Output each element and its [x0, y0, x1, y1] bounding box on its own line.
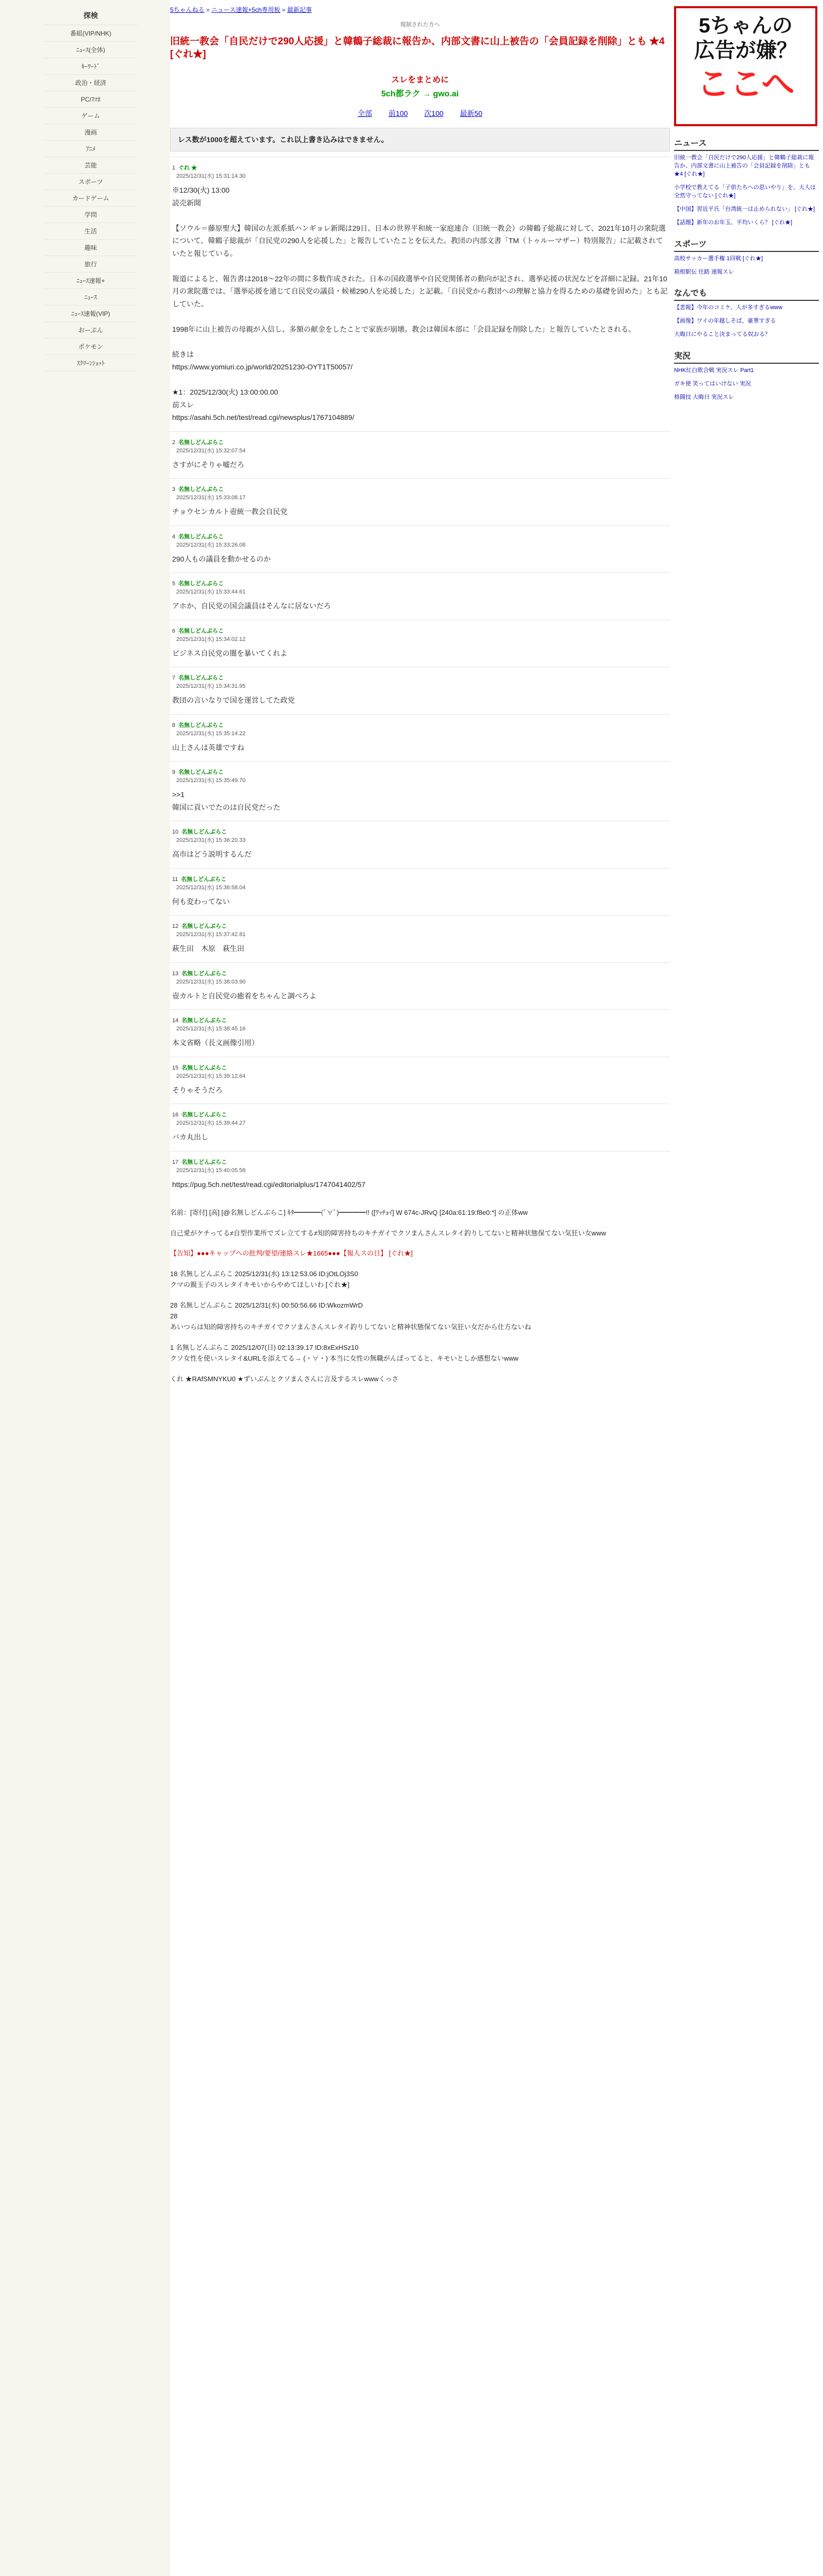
post-body: >>1 韓国に貢いでたのは自民党だった [172, 790, 280, 811]
post [170, 157, 670, 431]
ad-banner[interactable] [674, 6, 817, 126]
post-meta [172, 438, 668, 454]
post-author: 名無しどんぶらこ [181, 1064, 227, 1071]
sidebar-item[interactable]: PC/ｽﾏﾎ [44, 91, 137, 108]
ad-line-2: 広告が嫌？ [694, 39, 797, 62]
post-author: 名無しどんぶらこ [178, 486, 224, 493]
toolbar-notice[interactable]: 規制された方へ [400, 22, 440, 28]
post [170, 478, 670, 526]
post-author: 名無しどんぶらこ [178, 533, 224, 540]
breadcrumb: 5ちゃんねる » ニュース速報+5ch専用板 » 最新記事 [170, 6, 312, 13]
post-meta [172, 626, 668, 643]
post-date: 2025/12/31(水) 15:34:31.95 [176, 683, 246, 690]
post-body: 教団の言いなりで国を運営してた政党 [172, 696, 295, 705]
post-meta [172, 969, 668, 986]
right-section-sports [674, 238, 819, 277]
post-body: ビジネス自民党の闇を暴いてくれよ [172, 649, 288, 657]
section-heading: 実況 [674, 349, 819, 364]
post-author: 名無しどんぶらこ [181, 876, 227, 883]
sidebar-item[interactable]: 趣味 [44, 240, 137, 256]
post-body: さすがにそりゃ嘘だろ [172, 460, 244, 469]
plain-block: 名前：[寄付] [高] [@名無しどんぶらこ] ｷﾀ━━━━(ﾟ∀ﾟ)━━━━!! ([ﾜｯﾁｮｲ] W 674c-JRvQ [240a:61:19:f8e0:*] の正体ww [170, 1209, 528, 1217]
post-number[interactable]: 16 [172, 1112, 179, 1118]
sidebar-item[interactable]: ﾆｭｰｽ速報(VIP) [44, 306, 137, 322]
post-author: 名無しどんぶらこ [178, 581, 224, 587]
sidebar-item[interactable]: 学問 [44, 207, 137, 223]
breadcrumb-item[interactable]: 最新記事 [287, 6, 312, 13]
post [170, 915, 670, 962]
pager [170, 108, 670, 118]
post-meta [172, 1016, 668, 1032]
post [170, 526, 670, 573]
post [170, 1057, 670, 1104]
sidebar-item[interactable]: ｷｰﾜｰﾄﾞ [44, 58, 137, 75]
sidebar-item[interactable]: ｱﾆﾒ [44, 141, 137, 157]
post [170, 1009, 670, 1057]
pager-prev100[interactable]: 前100 [388, 109, 408, 118]
section-heading: スポーツ [674, 238, 819, 252]
section-heading: ニュース [674, 137, 819, 151]
plain-block[interactable]: 【告知】●●●キャップへの批判/要望/連絡スレ★1665●●●【報人スの日】 [ぐれ★] [170, 1249, 413, 1258]
post-number[interactable]: 17 [172, 1159, 179, 1165]
pager-next100[interactable]: 次100 [424, 109, 444, 118]
post-date: 2025/12/31(水) 15:37:42.81 [176, 931, 246, 938]
plain-block: 18 名無しどんぶらこ 2025/12/31(水) 13:12:53.06 ID:jOtLOj3S0 クマの親玉子のスレタイキモいからやめてほしいわ [ぐれ★] [170, 1269, 358, 1289]
post-meta [172, 1110, 668, 1127]
plain-block: 28 名無しどんぶらこ 2025/12/31(水) 00:50:56.66 ID:WkozmWrD 28 あいつらは知的障害持ちのキチガイでクソまんさんスレタイ釣りしてないと精神状態保てない気狂い女だから仕方ないね [170, 1301, 531, 1331]
post-body: 高市はどう説明するんだ [172, 850, 251, 859]
post-date: 2025/12/31(水) 15:33:44.61 [176, 589, 246, 596]
post [170, 667, 670, 714]
promo-line-2[interactable]: 5ch都ラク → gwo.ai [381, 90, 459, 99]
post-number[interactable]: 15 [172, 1064, 179, 1071]
news-item[interactable]: 箱根駅伝 往路 速報スレ [674, 268, 734, 275]
sidebar-item[interactable]: 漫画 [44, 124, 137, 141]
post [170, 431, 670, 479]
post-number[interactable]: 9 [172, 769, 176, 776]
left-sidebar [0, 0, 170, 2576]
post-meta [172, 579, 668, 596]
post-number[interactable]: 8 [172, 722, 176, 728]
sidebar-heading: 探検 [44, 4, 137, 25]
post-author: 名無しどんぶらこ [181, 970, 227, 977]
post-meta [172, 768, 668, 784]
post-meta [172, 922, 668, 938]
promo-banner[interactable] [170, 73, 670, 99]
post-number[interactable]: 5 [172, 581, 176, 587]
right-section-misc [674, 286, 819, 339]
post-body: チョウセンカルト壺統一教会自民党 [172, 507, 288, 516]
left-sidebar-inner [44, 0, 137, 371]
post-body: 本文省略（長文画像引用） [172, 1039, 259, 1047]
post-date: 2025/12/31(水) 15:34:02.12 [176, 636, 246, 642]
right-sidebar [670, 0, 823, 2576]
post-meta [172, 163, 668, 180]
post [170, 572, 670, 620]
main-content [170, 0, 670, 1394]
post [170, 821, 670, 868]
post-author: 名無しどんぶらこ [181, 829, 227, 836]
post-meta [172, 673, 668, 690]
section-heading: なんでも [674, 286, 819, 301]
post-number[interactable]: 4 [172, 533, 176, 540]
post-body: 山上さんは英雄ですね [172, 743, 244, 752]
post-author: 名無しどんぶらこ [181, 1018, 227, 1024]
post-number[interactable]: 3 [172, 486, 176, 493]
ad-line-1: 5ちゃんの [698, 14, 793, 37]
post-date: 2025/12/31(水) 15:33:08.17 [176, 495, 246, 501]
post-number[interactable]: 11 [172, 876, 178, 883]
sidebar-item[interactable]: ｽｸﾘｰﾝｼｮｯﾄ [44, 355, 137, 371]
plain-block: くれ ★RAfSMNYKU0 ★ずいぶんとクソまんさんに言及するスレwwwくっさ [170, 1375, 399, 1383]
news-item[interactable]: 小学校で教えてる「子供たちへの思いやり」を、大人は全然守ってない [ぐれ★] [674, 184, 816, 199]
sidebar-item[interactable]: 旅行 [44, 256, 137, 273]
post-body: https://pug.5ch.net/test/read.cgi/editorialplus/1747041402/57 [172, 1180, 366, 1189]
news-item[interactable]: ガキ使 笑ってはいけない 実況 [674, 381, 751, 387]
post-body: 290人もの議員を動かせるのか [172, 554, 271, 563]
post-date: 2025/12/31(水) 15:33:26.08 [176, 541, 246, 548]
news-item[interactable]: 高校サッカー選手権 1回戦 [ぐれ★] [674, 255, 763, 262]
post-meta [172, 1063, 668, 1080]
post [170, 1151, 670, 1198]
post-date: 2025/12/31(水) 15:39:12.64 [176, 1073, 246, 1079]
post-number[interactable]: 14 [172, 1018, 179, 1024]
post-body: アホか、自民党の国会議員はそんなに居ないだろ [172, 602, 331, 611]
post [170, 620, 670, 667]
sidebar-item[interactable]: 政治・経済 [44, 75, 137, 91]
sidebar-item[interactable]: 生活 [44, 223, 137, 240]
post-date: 2025/12/31(水) 15:39:44.27 [176, 1120, 246, 1127]
post-number[interactable]: 12 [172, 923, 179, 930]
post [170, 868, 670, 916]
post [170, 714, 670, 761]
post-meta [172, 721, 668, 737]
post-author: ぐれ ★ [178, 165, 197, 172]
post-list [170, 157, 670, 1198]
plain-block: 自己愛がケチってる≠自型作業所でズレ立てする≠知的障害持ちのキチガイでクソまんさんスレタイ釣りしてないと精神状態保てない気狂い女www [170, 1229, 606, 1237]
sidebar-item[interactable]: カードゲーム [44, 190, 137, 207]
pager-latest50[interactable]: 最新50 [460, 109, 482, 118]
sidebar-item[interactable]: ﾆｭｰｽ(全体) [44, 42, 137, 58]
news-item[interactable]: 【中国】習近平氏「台湾統一は止められない」 [ぐれ★] [674, 206, 815, 212]
sidebar-item[interactable]: ゲーム [44, 108, 137, 124]
news-item[interactable]: NHK紅白歌合戦 実況スレ Part1 [674, 367, 754, 374]
promo-line-1[interactable]: スレをまとめに [391, 76, 449, 85]
post-body: バカ丸出し [172, 1133, 208, 1142]
post-author: 名無しどんぶらこ [178, 675, 224, 682]
sidebar-item[interactable]: おーぷん [44, 322, 137, 338]
sidebar-item[interactable]: 芸能 [44, 157, 137, 174]
post-date: 2025/12/31(水) 15:35:14.22 [176, 730, 246, 737]
post-date: 2025/12/31(水) 15:31:14.30 [176, 173, 246, 180]
right-section-live [674, 349, 819, 402]
post-number[interactable]: 2 [172, 439, 176, 446]
thread-full-notice: レス数が1000を超えています。これ以上書き込みはできません。 [170, 128, 670, 151]
post-body: ※12/30(火) 13:00 読売新聞 【ソウル＝藤原聖大】韓国の左派系紙ハンギョレ新聞は29日、日本の世界平和統一家庭連合（旧統一教会）の韓鶴子総裁に対して、2021年10月の衆院選について、韓鶴子総裁が「自民党の290人を応援した」と報告していたことを伝えた。教団の内部文書「TM（トゥルーマザー）特別報告」に記載されていたと報じている。 報道によると、報告書は2018〜22年の間に多数作成された。日本の国政選挙や自民党関係者の動向が記され、選挙応援の状況などを詳細に記録。21年10月の衆院選では、「選挙応援を通じて自民党の議員・候補290人を応援した」と記載。「自民党から教団への理解と協力を得るための基礎を固めた」とも記していた。 1998年に山上被告の母親が入信し、多額の献金をしたことで家族が崩壊。教会は韓国本部に「会員記録を削除した」と報告していたとされる。 続きは https://www.yomiuri.co.jp/world/20251230-OYT1T50057/ ★1：2025/12/30(火) 13:00:00.00 前スレ https://asahi.5ch.net/test/read.cgi/newsplus/1767104889/ [172, 186, 668, 422]
post-date: 2025/12/31(水) 15:38:45.16 [176, 1026, 246, 1032]
post-author: 名無しどんぶらこ [178, 628, 224, 634]
post-number[interactable]: 1 [172, 165, 176, 172]
post [170, 761, 670, 821]
post-meta [172, 485, 668, 501]
post-body: 何も変わってない [172, 897, 230, 906]
pager-all[interactable]: 全部 [358, 109, 373, 118]
post-author: 名無しどんぶらこ [181, 923, 227, 930]
news-item[interactable]: 大晦日にやること決まってる奴おる？ [674, 331, 770, 338]
news-item[interactable]: 旧統一教会「自民だけで290人応援」と韓鶴子総裁に報告か、内部文書に山上被告の「会員記録を削除」とも★4 [ぐれ★] [674, 155, 814, 177]
post-author: 名無しどんぶらこ [178, 439, 224, 446]
breadcrumb-item[interactable]: 5ちゃんねる [170, 6, 205, 13]
post [170, 962, 670, 1010]
sidebar-item[interactable]: ポケモン [44, 338, 137, 355]
news-item[interactable]: 格闘技 大晦日 実況スレ [674, 394, 734, 401]
ad-line-3: ここへ [697, 65, 795, 103]
sidebar-item[interactable]: 番組(VIP/NHK) [44, 25, 137, 42]
post-meta [172, 827, 668, 844]
thread-title: 旧統一教会「自民だけで290人応援」と韓鶴子総裁に報告か、内部文書に山上被告の「会員記録を削除」とも ★4 [ぐれ★] [170, 36, 665, 60]
post-author: 名無しどんぶらこ [178, 722, 224, 728]
post-body: 壺カルトと自民党の癒着をちゃんと調べろよ [172, 991, 316, 1000]
post [170, 1104, 670, 1151]
post-meta [172, 875, 668, 891]
breadcrumb-item[interactable]: ニュース速報+5ch専用板 [211, 6, 280, 13]
post-date: 2025/12/31(水) 15:36:20.33 [176, 837, 246, 844]
post-author: 名無しどんぶらこ [181, 1112, 227, 1118]
post-date: 2025/12/31(水) 15:38:03.90 [176, 978, 246, 985]
plain-block: 1 名無しどんぶらこ 2025/12/07(日) 02:13:39.17 ID:8xExHSz10 クソ女性を使いスレタイ&URLを添えてる→ (・∀・) 本当に女性の無職がんばってると、キモいとしか感想ないwww [170, 1343, 518, 1363]
post-number[interactable]: 10 [172, 829, 179, 836]
sidebar-item[interactable]: ﾆｭｰｽ速報+ [44, 273, 137, 289]
post-meta [172, 532, 668, 549]
post-date: 2025/12/31(水) 15:35:49.70 [176, 777, 246, 784]
post-meta [172, 1158, 668, 1174]
post-date: 2025/12/31(水) 15:32:07.54 [176, 447, 246, 454]
post-body: そりゃそうだろ [172, 1086, 223, 1094]
post-number[interactable]: 7 [172, 675, 176, 682]
post-author: 名無しどんぶらこ [178, 769, 224, 776]
post-date: 2025/12/31(水) 15:40:05.58 [176, 1167, 246, 1174]
post-date: 2025/12/31(水) 15:36:58.04 [176, 884, 246, 891]
news-item[interactable]: 【話題】新年のお年玉、平均いくら？ [ぐれ★] [674, 219, 793, 226]
right-section-news [674, 137, 819, 227]
post-body: 萩生田 木原 萩生田 [172, 944, 244, 953]
sidebar-item[interactable]: ﾆｭｰｽ [44, 289, 137, 306]
post-number[interactable]: 13 [172, 970, 179, 977]
post-author: 名無しどんぶらこ [181, 1159, 227, 1165]
sidebar-item[interactable]: スポーツ [44, 174, 137, 190]
news-item[interactable]: 【画像】ワイの年越しそば、豪華すぎる [674, 318, 776, 325]
news-item[interactable]: 【悲報】今年のコミケ、人が多すぎるwww [674, 304, 783, 311]
post-number[interactable]: 6 [172, 628, 176, 634]
